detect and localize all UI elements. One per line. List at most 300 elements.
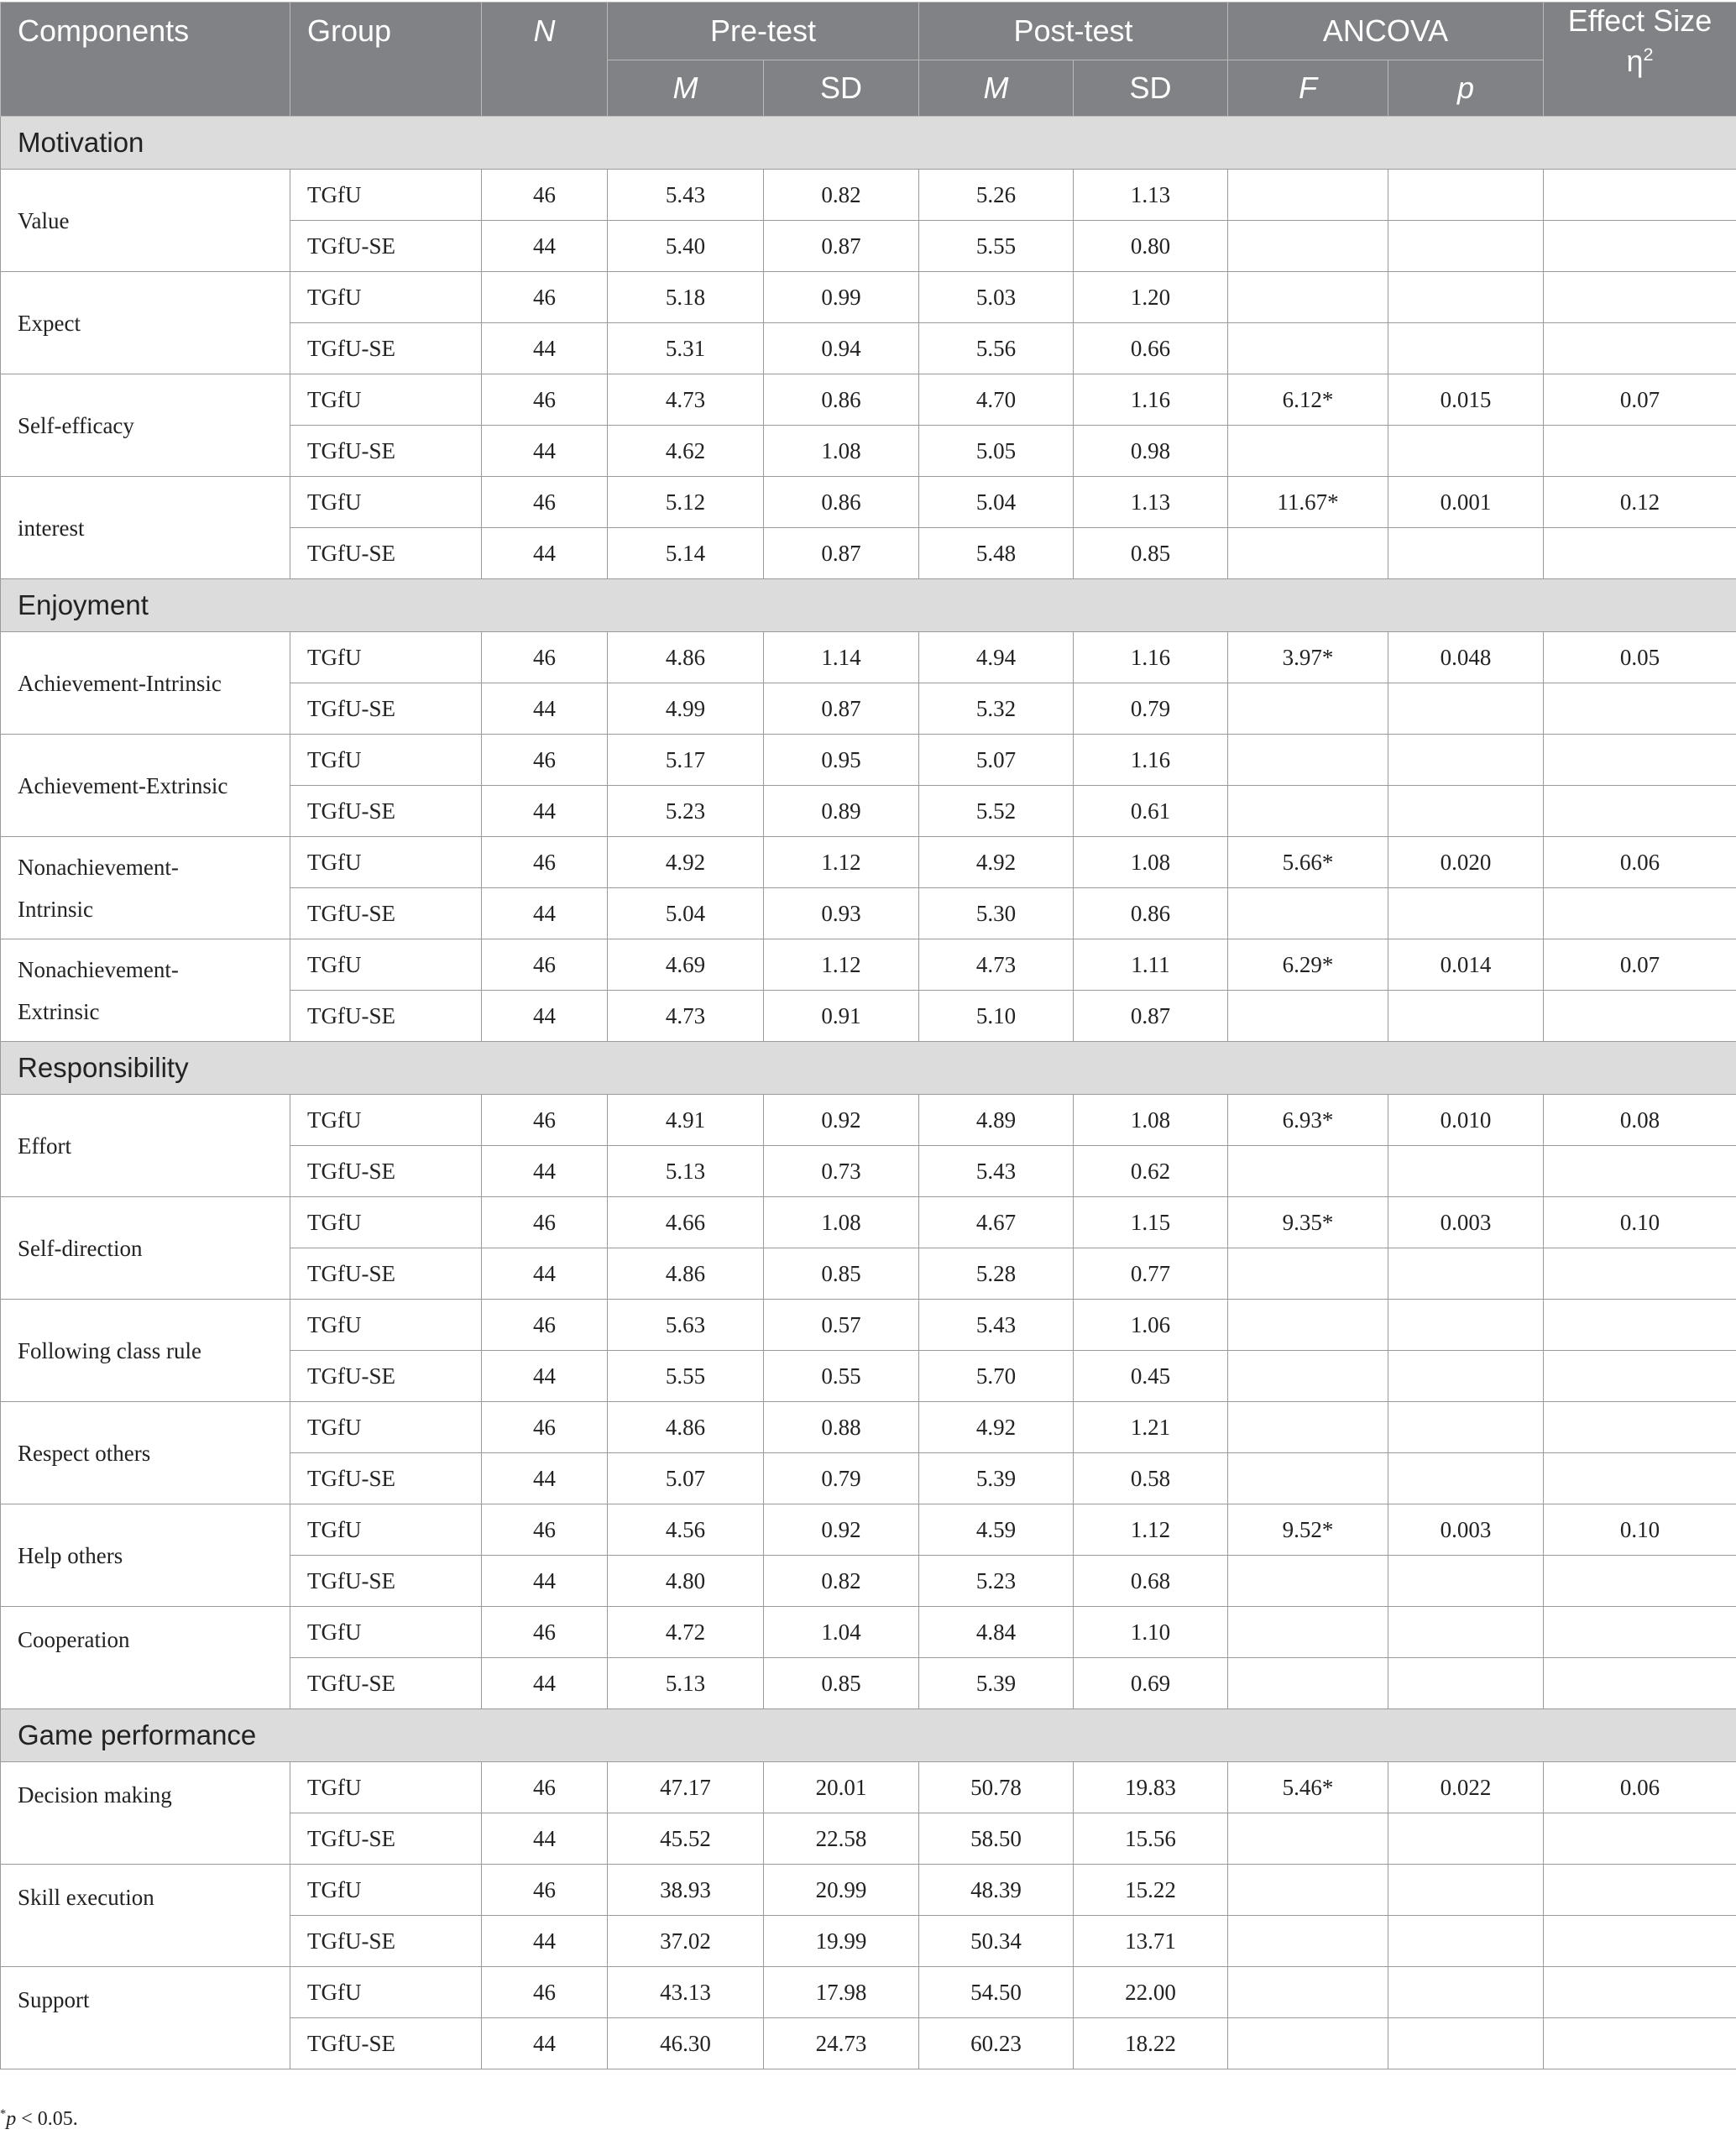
cell-p [1388,1607,1544,1658]
cell-es [1544,991,1736,1042]
cell-f [1228,1146,1388,1197]
cell-pre-sd: 0.88 [764,1402,919,1453]
table-row [1,939,1736,991]
eta-superscript: 2 [1643,44,1654,65]
cell-es [1544,1300,1736,1351]
component-name-line: interest [18,515,85,541]
component-name-line: Intrinsic [18,896,93,922]
cell-pre-m: 43.13 [608,1967,764,2018]
header-components: Components [1,3,290,117]
component-name [1,1402,290,1504]
cell-post-m: 4.70 [919,374,1074,426]
component-name [1,1300,290,1402]
group-cell: TGfU [290,939,482,991]
cell-post-m: 4.94 [919,632,1074,683]
cell-f [1228,1300,1388,1351]
cell-pre-sd: 0.87 [764,221,919,272]
cell-n: 44 [482,1658,608,1709]
table-row [1,1967,1736,2018]
component-name-line: Expect [18,310,81,336]
cell-p [1388,1865,1544,1916]
component-name [1,939,290,1042]
eta-symbol [1544,38,1736,78]
cell-pre-m: 47.17 [608,1762,764,1813]
cell-pre-sd: 0.57 [764,1300,919,1351]
header-ancova: ANCOVA [1228,3,1544,60]
cell-es: 0.06 [1544,1762,1736,1813]
cell-n: 44 [482,2018,608,2069]
header-post-sd: SD [1074,60,1228,117]
cell-post-sd: 19.83 [1074,1762,1228,1813]
cell-p: 0.001 [1388,477,1544,528]
cell-pre-m: 5.07 [608,1453,764,1504]
cell-es: 0.12 [1544,477,1736,528]
component-name [1,837,290,939]
cell-p: 0.003 [1388,1504,1544,1556]
header-pre-m: M [608,60,764,117]
component-name-line: Achievement-Intrinsic [18,670,222,696]
cell-n: 44 [482,991,608,1042]
cell-pre-m: 4.91 [608,1095,764,1146]
component-name-line: Following class rule [18,1337,201,1363]
cell-pre-sd: 22.58 [764,1813,919,1865]
group-cell: TGfU-SE [290,323,482,374]
cell-post-m: 5.56 [919,323,1074,374]
cell-f [1228,528,1388,579]
cell-pre-sd: 24.73 [764,2018,919,2069]
cell-post-m: 4.84 [919,1607,1074,1658]
cell-n: 44 [482,426,608,477]
group-cell: TGfU-SE [290,426,482,477]
cell-post-m: 50.34 [919,1916,1074,1967]
group-cell: TGfU [290,1967,482,2018]
cell-es [1544,1865,1736,1916]
cell-p: 0.015 [1388,374,1544,426]
cell-p: 0.014 [1388,939,1544,991]
cell-post-sd: 1.16 [1074,735,1228,786]
cell-n: 44 [482,323,608,374]
cell-p [1388,323,1544,374]
cell-post-m: 5.05 [919,426,1074,477]
cell-pre-sd: 1.08 [764,1197,919,1248]
table-row [1,1300,1736,1351]
cell-post-sd: 0.79 [1074,683,1228,735]
cell-f: 5.46* [1228,1762,1388,1813]
footnote-text: < 0.05. [16,2108,78,2130]
table-row [1,1197,1736,1248]
cell-pre-m: 5.18 [608,272,764,323]
cell-pre-m: 5.14 [608,528,764,579]
component-name [1,632,290,735]
table-row [1,1504,1736,1556]
cell-pre-m: 4.99 [608,683,764,735]
cell-n: 44 [482,786,608,837]
cell-p [1388,528,1544,579]
cell-n: 44 [482,1813,608,1865]
component-name-line: Effort [18,1133,71,1159]
cell-es: 0.10 [1544,1504,1736,1556]
cell-es [1544,1351,1736,1402]
cell-es [1544,221,1736,272]
cell-pre-sd: 0.93 [764,888,919,939]
cell-es [1544,786,1736,837]
cell-p [1388,1402,1544,1453]
cell-post-m: 5.10 [919,991,1074,1042]
cell-pre-m: 5.43 [608,170,764,221]
cell-n: 46 [482,272,608,323]
cell-n: 44 [482,528,608,579]
cell-post-sd: 1.16 [1074,632,1228,683]
cell-p: 0.048 [1388,632,1544,683]
cell-post-sd: 22.00 [1074,1967,1228,2018]
cell-pre-sd: 0.82 [764,170,919,221]
cell-post-sd: 1.13 [1074,477,1228,528]
cell-p [1388,1248,1544,1300]
group-cell: TGfU-SE [290,786,482,837]
cell-post-m: 5.23 [919,1556,1074,1607]
component-name [1,170,290,272]
cell-pre-m: 46.30 [608,2018,764,2069]
cell-post-m: 5.04 [919,477,1074,528]
cell-f [1228,1453,1388,1504]
cell-post-sd: 0.87 [1074,991,1228,1042]
cell-f [1228,1865,1388,1916]
group-cell: TGfU [290,632,482,683]
cell-n: 44 [482,888,608,939]
header-f: F [1228,60,1388,117]
component-name-line: Cooperation [18,1627,130,1652]
cell-es [1544,528,1736,579]
cell-pre-m: 5.13 [608,1658,764,1709]
cell-pre-m: 5.63 [608,1300,764,1351]
cell-pre-sd: 17.98 [764,1967,919,2018]
cell-post-sd: 0.45 [1074,1351,1228,1402]
cell-post-sd: 1.12 [1074,1504,1228,1556]
section-row [1,579,1736,632]
component-name [1,1504,290,1607]
cell-pre-sd: 0.92 [764,1504,919,1556]
cell-post-sd: 1.11 [1074,939,1228,991]
cell-n: 44 [482,1351,608,1402]
component-name-line: Nonachievement- [18,854,179,880]
group-cell: TGfU-SE [290,221,482,272]
cell-es [1544,888,1736,939]
cell-p [1388,1453,1544,1504]
group-cell: TGfU-SE [290,1146,482,1197]
section-title: Game performance [1,1709,1736,1762]
group-cell: TGfU [290,735,482,786]
cell-post-sd: 1.08 [1074,837,1228,888]
cell-post-sd: 1.13 [1074,170,1228,221]
group-cell: TGfU-SE [290,991,482,1042]
component-name-line: Value [18,207,70,233]
cell-p: 0.003 [1388,1197,1544,1248]
component-name [1,1762,290,1865]
cell-es [1544,1402,1736,1453]
cell-f: 6.12* [1228,374,1388,426]
cell-n: 44 [482,1248,608,1300]
cell-pre-sd: 0.86 [764,374,919,426]
cell-pre-m: 37.02 [608,1916,764,1967]
cell-pre-m: 5.31 [608,323,764,374]
table-row [1,272,1736,323]
cell-post-m: 5.30 [919,888,1074,939]
cell-es [1544,1146,1736,1197]
cell-es [1544,683,1736,735]
cell-n: 46 [482,1967,608,2018]
table-row [1,1402,1736,1453]
cell-pre-sd: 0.86 [764,477,919,528]
cell-pre-sd: 0.73 [764,1146,919,1197]
cell-pre-sd: 0.55 [764,1351,919,1402]
cell-pre-m: 4.66 [608,1197,764,1248]
cell-post-m: 54.50 [919,1967,1074,2018]
cell-post-m: 60.23 [919,2018,1074,2069]
table-row [1,170,1736,221]
cell-post-m: 4.92 [919,837,1074,888]
group-cell: TGfU-SE [290,1916,482,1967]
component-name [1,735,290,837]
cell-pre-m: 5.40 [608,221,764,272]
cell-pre-sd: 0.85 [764,1658,919,1709]
cell-pre-m: 5.23 [608,786,764,837]
cell-pre-sd: 0.85 [764,1248,919,1300]
component-name-line: Decision making [18,1782,172,1808]
cell-es: 0.06 [1544,837,1736,888]
cell-pre-m: 5.13 [608,1146,764,1197]
cell-n: 46 [482,1504,608,1556]
cell-post-sd: 1.06 [1074,1300,1228,1351]
cell-es [1544,1967,1736,2018]
cell-n: 46 [482,1607,608,1658]
group-cell: TGfU [290,170,482,221]
cell-post-m: 5.55 [919,221,1074,272]
group-cell: TGfU-SE [290,1248,482,1300]
cell-p [1388,2018,1544,2069]
cell-f [1228,1813,1388,1865]
header-effect-size [1544,3,1736,117]
cell-f: 5.66* [1228,837,1388,888]
cell-n: 46 [482,1300,608,1351]
group-cell: TGfU [290,837,482,888]
component-name-line: Respect others [18,1440,151,1466]
cell-pre-m: 5.12 [608,477,764,528]
cell-pre-m: 4.73 [608,991,764,1042]
cell-n: 46 [482,1865,608,1916]
component-name-line: Extrinsic [18,998,100,1024]
component-name-line: Self-efficacy [18,412,134,438]
cell-p [1388,1351,1544,1402]
cell-post-sd: 1.10 [1074,1607,1228,1658]
cell-p [1388,991,1544,1042]
cell-p: 0.010 [1388,1095,1544,1146]
cell-p: 0.022 [1388,1762,1544,1813]
cell-p [1388,1556,1544,1607]
cell-p: 0.020 [1388,837,1544,888]
cell-p [1388,786,1544,837]
cell-es [1544,1556,1736,1607]
group-cell: TGfU [290,1607,482,1658]
table-row [1,1865,1736,1916]
component-name-line: Self-direction [18,1235,143,1261]
section-row [1,1709,1736,1762]
cell-post-m: 5.43 [919,1146,1074,1197]
group-cell: TGfU [290,1402,482,1453]
cell-pre-m: 4.86 [608,632,764,683]
component-name-line: Achievement-Extrinsic [18,772,228,798]
cell-pre-m: 5.17 [608,735,764,786]
section-title: Motivation [1,117,1736,170]
table-row [1,374,1736,426]
cell-es [1544,2018,1736,2069]
component-name [1,272,290,374]
cell-post-m: 4.89 [919,1095,1074,1146]
table-body [1,117,1736,2069]
cell-pre-m: 4.80 [608,1556,764,1607]
cell-es [1544,426,1736,477]
cell-f [1228,1402,1388,1453]
cell-f [1228,272,1388,323]
cell-pre-sd: 0.82 [764,1556,919,1607]
cell-pre-m: 45.52 [608,1813,764,1865]
group-cell: TGfU-SE [290,528,482,579]
cell-pre-sd: 1.12 [764,837,919,888]
cell-pre-sd: 1.14 [764,632,919,683]
cell-f [1228,1607,1388,1658]
cell-post-m: 5.03 [919,272,1074,323]
cell-post-m: 5.48 [919,528,1074,579]
cell-post-sd: 1.08 [1074,1095,1228,1146]
cell-pre-sd: 0.92 [764,1095,919,1146]
cell-n: 44 [482,683,608,735]
cell-n: 46 [482,374,608,426]
cell-pre-sd: 0.99 [764,272,919,323]
header-pre-sd: SD [764,60,919,117]
cell-pre-sd: 0.87 [764,683,919,735]
group-cell: TGfU [290,272,482,323]
cell-pre-sd: 0.89 [764,786,919,837]
cell-post-m: 5.52 [919,786,1074,837]
cell-es [1544,323,1736,374]
cell-es: 0.10 [1544,1197,1736,1248]
cell-pre-m: 38.93 [608,1865,764,1916]
table-row [1,1762,1736,1813]
cell-p [1388,221,1544,272]
cell-f [1228,323,1388,374]
table-wrapper [0,2,1736,2069]
cell-f: 9.52* [1228,1504,1388,1556]
group-cell: TGfU-SE [290,1813,482,1865]
cell-n: 46 [482,837,608,888]
cell-pre-m: 4.69 [608,939,764,991]
cell-f: 6.29* [1228,939,1388,991]
cell-n: 46 [482,170,608,221]
cell-es [1544,170,1736,221]
cell-f: 6.93* [1228,1095,1388,1146]
group-cell: TGfU [290,1300,482,1351]
group-cell: TGfU [290,1762,482,1813]
cell-post-m: 5.32 [919,683,1074,735]
eta-letter: η [1626,44,1644,78]
section-title: Enjoyment [1,579,1736,632]
effect-size-label: Effect Size [1567,3,1712,38]
cell-p [1388,170,1544,221]
table-row [1,1607,1736,1658]
cell-es: 0.05 [1544,632,1736,683]
cell-f [1228,1248,1388,1300]
cell-post-sd: 15.22 [1074,1865,1228,1916]
cell-es [1544,1658,1736,1709]
cell-es: 0.08 [1544,1095,1736,1146]
cell-f [1228,170,1388,221]
cell-pre-sd: 20.01 [764,1762,919,1813]
cell-f [1228,2018,1388,2069]
cell-pre-m: 4.62 [608,426,764,477]
cell-p [1388,426,1544,477]
cell-post-sd: 1.16 [1074,374,1228,426]
cell-f [1228,1967,1388,2018]
component-name-line: Help others [18,1542,123,1568]
cell-post-sd: 0.61 [1074,786,1228,837]
component-name [1,1197,290,1300]
cell-pre-m: 5.55 [608,1351,764,1402]
cell-n: 44 [482,1146,608,1197]
cell-p [1388,1967,1544,2018]
cell-p [1388,1916,1544,1967]
cell-post-m: 4.59 [919,1504,1074,1556]
table-row [1,837,1736,888]
group-cell: TGfU-SE [290,1556,482,1607]
footnote [0,2107,78,2131]
cell-pre-m: 4.86 [608,1402,764,1453]
cell-p [1388,1813,1544,1865]
group-cell: TGfU [290,1197,482,1248]
cell-pre-m: 4.56 [608,1504,764,1556]
cell-pre-sd: 0.95 [764,735,919,786]
group-cell: TGfU [290,1504,482,1556]
cell-p [1388,1146,1544,1197]
cell-f [1228,735,1388,786]
group-cell: TGfU [290,374,482,426]
cell-f [1228,221,1388,272]
cell-post-sd: 0.58 [1074,1453,1228,1504]
component-name [1,1865,290,1967]
cell-n: 46 [482,477,608,528]
cell-es: 0.07 [1544,939,1736,991]
cell-f [1228,888,1388,939]
cell-post-sd: 15.56 [1074,1813,1228,1865]
cell-es [1544,1453,1736,1504]
cell-post-sd: 0.85 [1074,528,1228,579]
component-name [1,1967,290,2069]
table-row [1,735,1736,786]
table-row [1,477,1736,528]
cell-f: 11.67* [1228,477,1388,528]
component-name-line: Skill execution [18,1885,154,1910]
header-pretest: Pre-test [608,3,919,60]
cell-post-m: 5.39 [919,1453,1074,1504]
cell-post-sd: 0.98 [1074,426,1228,477]
table-row [1,632,1736,683]
cell-post-m: 5.43 [919,1300,1074,1351]
header-group: Group [290,3,482,117]
cell-f [1228,426,1388,477]
cell-p [1388,272,1544,323]
cell-p [1388,683,1544,735]
cell-pre-m: 4.73 [608,374,764,426]
cell-n: 46 [482,1197,608,1248]
table-row [1,1095,1736,1146]
